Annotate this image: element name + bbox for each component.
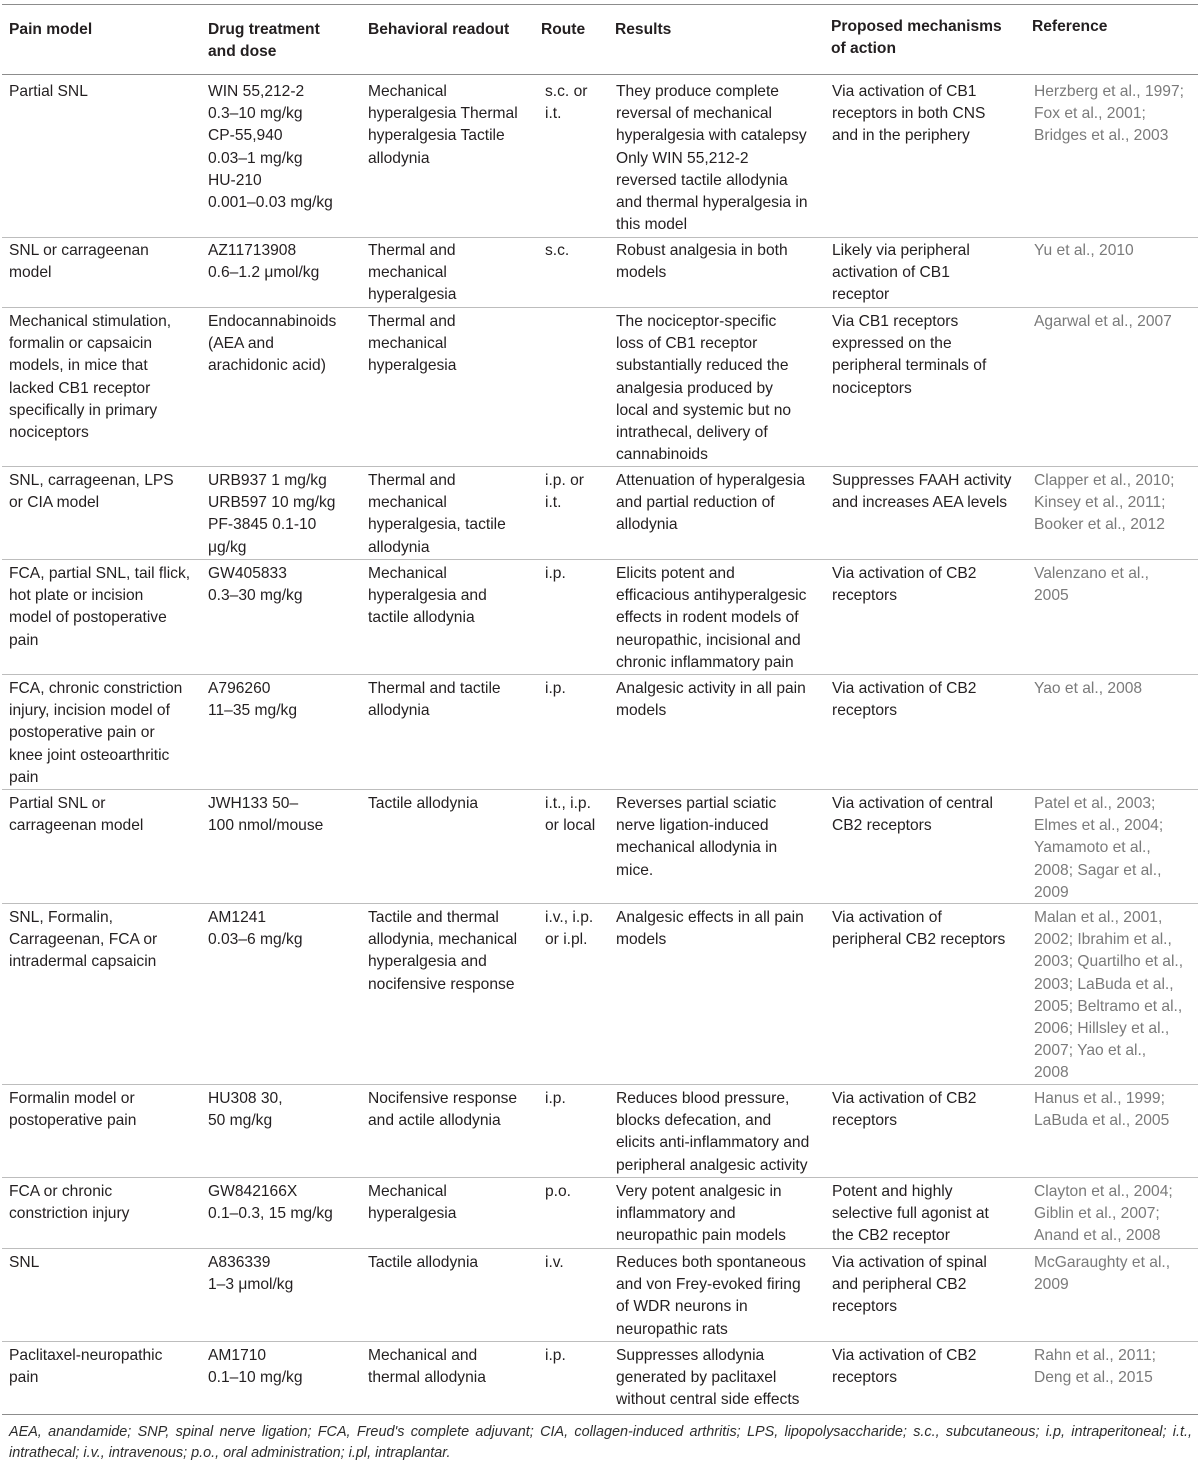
- cell-reference: Yu et al., 2010: [1034, 242, 1134, 259]
- cell-behavior: Tactile allodynia: [368, 795, 479, 812]
- cell-mechanism: Via activation of CB2 receptors: [832, 680, 977, 720]
- cell-pain-model: FCA or chronic constriction injury: [9, 1183, 130, 1223]
- cell-route: i.p. or i.t.: [545, 472, 584, 512]
- cell-mechanism: Via activation of central CB2 receptors: [832, 795, 993, 835]
- cell-mechanism: Suppresses FAAH activity and increases AEA levels: [832, 472, 1012, 512]
- cell-reference: Hanus et al., 1999; LaBuda et al., 2005: [1034, 1090, 1170, 1130]
- cell-pain-model: SNL, carrageenan, LPS or CIA model: [9, 472, 174, 512]
- table-row: [0, 1345, 1200, 1412]
- cell-pain-model: FCA, chronic constriction injury, incision model of postoperative pain or knee joint osteoarthritic pain: [9, 680, 183, 786]
- cell-results: Attenuation of hyperalgesia and partial reduction of allodynia: [616, 472, 805, 534]
- header-behavior: Behavioral readout: [368, 21, 510, 38]
- header-reference: Reference: [1032, 18, 1108, 35]
- table-row: [0, 907, 1200, 1084]
- cell-behavior: Mechanical hyperalgesia Thermal hyperalgesia Tactile allodynia: [368, 83, 518, 167]
- header-route: Route: [541, 21, 586, 38]
- cell-route: i.p.: [545, 1090, 566, 1107]
- cell-mechanism: Via activation of spinal and peripheral CB2 receptors: [832, 1254, 987, 1316]
- cell-route: s.c. or i.t.: [545, 83, 588, 123]
- table-row: [0, 311, 1200, 466]
- cell-mechanism: Via activation of peripheral CB2 receptors: [832, 909, 1006, 949]
- header-divider: [2, 74, 1198, 75]
- cell-pain-model: Partial SNL or carrageenan model: [9, 795, 144, 835]
- cell-behavior: Mechanical hyperalgesia: [368, 1183, 457, 1223]
- cell-reference: Herzberg et al., 1997; Fox et al., 2001; Bridges et al., 2003: [1034, 83, 1184, 145]
- cell-results: Analgesic effects in all pain models: [616, 909, 804, 949]
- cell-mechanism: Via activation of CB2 receptors: [832, 565, 977, 605]
- cell-route: p.o.: [545, 1183, 572, 1200]
- row-divider: [2, 466, 1198, 467]
- cell-route: i.p.: [545, 1347, 566, 1364]
- cell-pain-model: Paclitaxel-neuropathic pain: [9, 1347, 163, 1387]
- cell-drug: AM1241 0.03–6 mg/kg: [208, 909, 303, 949]
- cell-reference: McGaraughty et al., 2009: [1034, 1254, 1171, 1294]
- cell-route: i.p.: [545, 680, 566, 697]
- cell-drug: A796260 11–35 mg/kg: [208, 680, 298, 720]
- cell-route: i.p.: [545, 565, 566, 582]
- cell-mechanism: Via activation of CB2 receptors: [832, 1347, 977, 1387]
- cell-results: Analgesic activity in all pain models: [616, 680, 806, 720]
- cell-drug: Endocannabinoids (AEA and arachidonic acid): [208, 313, 337, 375]
- table-row: [0, 240, 1200, 307]
- cell-reference: Valenzano et al., 2005: [1034, 565, 1150, 605]
- cell-drug: AM1710 0.1–10 mg/kg: [208, 1347, 303, 1387]
- cell-drug: GW842166X 0.1–0.3, 15 mg/kg: [208, 1183, 333, 1223]
- cell-results: The nociceptor-specific loss of CB1 receptor substantially reduced the analgesia produced by local and systemic but no intrathecal, delivery of cannabinoids: [616, 313, 792, 464]
- row-divider: [2, 1341, 1198, 1342]
- row-divider: [2, 674, 1198, 675]
- row-divider: [2, 1177, 1198, 1178]
- cell-pain-model: Partial SNL: [9, 83, 88, 100]
- cell-drug: HU308 30, 50 mg/kg: [208, 1090, 283, 1130]
- cell-reference: Agarwal et al., 2007: [1034, 313, 1172, 330]
- cell-route: s.c.: [545, 242, 570, 259]
- cell-drug: WIN 55,212-2 0.3–10 mg/kg CP-55,940 0.03–1 mg/kg HU-210 0.001–0.03 mg/kg: [208, 83, 333, 212]
- cell-reference: Yao et al., 2008: [1034, 680, 1143, 697]
- cell-mechanism: Likely via peripheral activation of CB1 receptor: [832, 242, 970, 304]
- cell-behavior: Thermal and tactile allodynia: [368, 680, 501, 720]
- cell-pain-model: Formalin model or postoperative pain: [9, 1090, 137, 1130]
- cell-drug: A836339 1–3 μmol/kg: [208, 1254, 294, 1294]
- cell-behavior: Nocifensive response and actile allodynia: [368, 1090, 518, 1130]
- cell-behavior: Tactile allodynia: [368, 1254, 479, 1271]
- cell-reference: Malan et al., 2001, 2002; Ibrahim et al., 2003; Quartilho et al., 2003; LaBuda et al., 2005; Beltramo et al., 2006; Hillsley et al., 2007; Yao et al., 2008: [1034, 909, 1184, 1082]
- cell-reference: Rahn et al., 2011; Deng et al., 2015: [1034, 1347, 1156, 1387]
- row-divider: [2, 237, 1198, 238]
- row-divider: [2, 1084, 1198, 1085]
- cell-drug: JWH133 50– 100 nmol/mouse: [208, 795, 324, 835]
- cell-behavior: Mechanical hyperalgesia and tactile allodynia: [368, 565, 487, 627]
- cell-results: Very potent analgesic in inflammatory and neuropathic pain models: [616, 1183, 786, 1245]
- cell-results: Reduces blood pressure, blocks defecation, and elicits anti-inflammatory and peripheral analgesic activity: [616, 1090, 810, 1174]
- cell-behavior: Thermal and mechanical hyperalgesia: [368, 242, 457, 304]
- cell-mechanism: Via activation of CB1 receptors in both CNS and in the periphery: [832, 83, 986, 145]
- header-results: Results: [615, 21, 672, 38]
- table-row: [0, 793, 1200, 903]
- cell-results: They produce complete reversal of mechanical hyperalgesia with catalepsy Only WIN 55,212-2 reversed tactile allodynia and thermal hyperalgesia in this model: [616, 83, 808, 234]
- cell-route: i.v.: [545, 1254, 564, 1271]
- cell-reference: Patel et al., 2003; Elmes et al., 2004; Yamamoto et al., 2008; Sagar et al., 2009: [1034, 795, 1164, 901]
- row-divider: [2, 903, 1198, 904]
- cell-pain-model: Mechanical stimulation, formalin or capsaicin models, in mice that lacked CB1 receptor specifically in primary nociceptors: [9, 313, 172, 442]
- cell-drug: URB937 1 mg/kg URB597 10 mg/kg PF-3845 0.1-10 μg/kg: [208, 472, 336, 556]
- table-row: [0, 563, 1200, 674]
- row-divider: [2, 307, 1198, 308]
- row-divider: [2, 789, 1198, 790]
- header-mechanism: Proposed mechanisms of action: [831, 18, 1002, 57]
- table-row: [0, 81, 1200, 237]
- table-row: [0, 678, 1200, 789]
- table-footnote: AEA, anandamide; SNP, spinal nerve ligation; FCA, Freud's complete adjuvant; CIA, collagen-induced arthritis; LPS, lipopolysaccharide; s.c., subcutaneous; i.p, intraperitoneal; i.t., intrathecal; i.v., intravenous; p.o., oral administration; i.pl, intraplantar.: [9, 1424, 1192, 1461]
- cell-route: i.v., i.p. or i.pl.: [545, 909, 594, 949]
- table-top-border: [2, 4, 1198, 5]
- cell-pain-model: FCA, partial SNL, tail flick, hot plate or incision model of postoperative pain: [9, 565, 191, 649]
- table-row: [0, 470, 1200, 559]
- cell-results: Reduces both spontaneous and von Frey-evoked firing of WDR neurons in neuropathic rats: [616, 1254, 806, 1338]
- cell-behavior: Thermal and mechanical hyperalgesia, tactile allodynia: [368, 472, 506, 556]
- header-drug: Drug treatment and dose: [208, 21, 320, 60]
- header-pain-model: Pain model: [9, 21, 93, 38]
- cell-behavior: Mechanical and thermal allodynia: [368, 1347, 486, 1387]
- cell-behavior: Tactile and thermal allodynia, mechanical hyperalgesia and nocifensive response: [368, 909, 518, 993]
- cell-behavior: Thermal and mechanical hyperalgesia: [368, 313, 457, 375]
- cell-route: i.t., i.p. or local: [545, 795, 596, 835]
- cell-drug: GW405833 0.3–30 mg/kg: [208, 565, 303, 605]
- cell-reference: Clapper et al., 2010; Kinsey et al., 2011; Booker et al., 2012: [1034, 472, 1175, 534]
- cell-mechanism: Via activation of CB2 receptors: [832, 1090, 977, 1130]
- cell-results: Robust analgesia in both models: [616, 242, 788, 282]
- cell-drug: AZ11713908 0.6–1.2 μmol/kg: [208, 242, 320, 282]
- row-divider: [2, 1248, 1198, 1249]
- cell-pain-model: SNL, Formalin, Carrageenan, FCA or intradermal capsaicin: [9, 909, 158, 971]
- cell-results: Reverses partial sciatic nerve ligation-induced mechanical allodynia in mice.: [616, 795, 778, 879]
- table-row: [0, 1088, 1200, 1177]
- row-divider: [2, 559, 1198, 560]
- cell-mechanism: Via CB1 receptors expressed on the peripheral terminals of nociceptors: [832, 313, 987, 397]
- table-bottom-border: [2, 1414, 1198, 1415]
- cell-pain-model: SNL: [9, 1254, 40, 1271]
- cell-results: Suppresses allodynia generated by paclitaxel without central side effects: [616, 1347, 800, 1409]
- cell-mechanism: Potent and highly selective full agonist at the CB2 receptor: [832, 1183, 989, 1245]
- cell-reference: Clayton et al., 2004; Giblin et al., 2007; Anand et al., 2008: [1034, 1183, 1173, 1245]
- cell-pain-model: SNL or carrageenan model: [9, 242, 149, 282]
- table-row: [0, 1252, 1200, 1341]
- cell-results: Elicits potent and efficacious antihyperalgesic effects in rodent models of neuropathic, incisional and chronic inflammatory pain: [616, 565, 807, 671]
- table-row: [0, 1181, 1200, 1248]
